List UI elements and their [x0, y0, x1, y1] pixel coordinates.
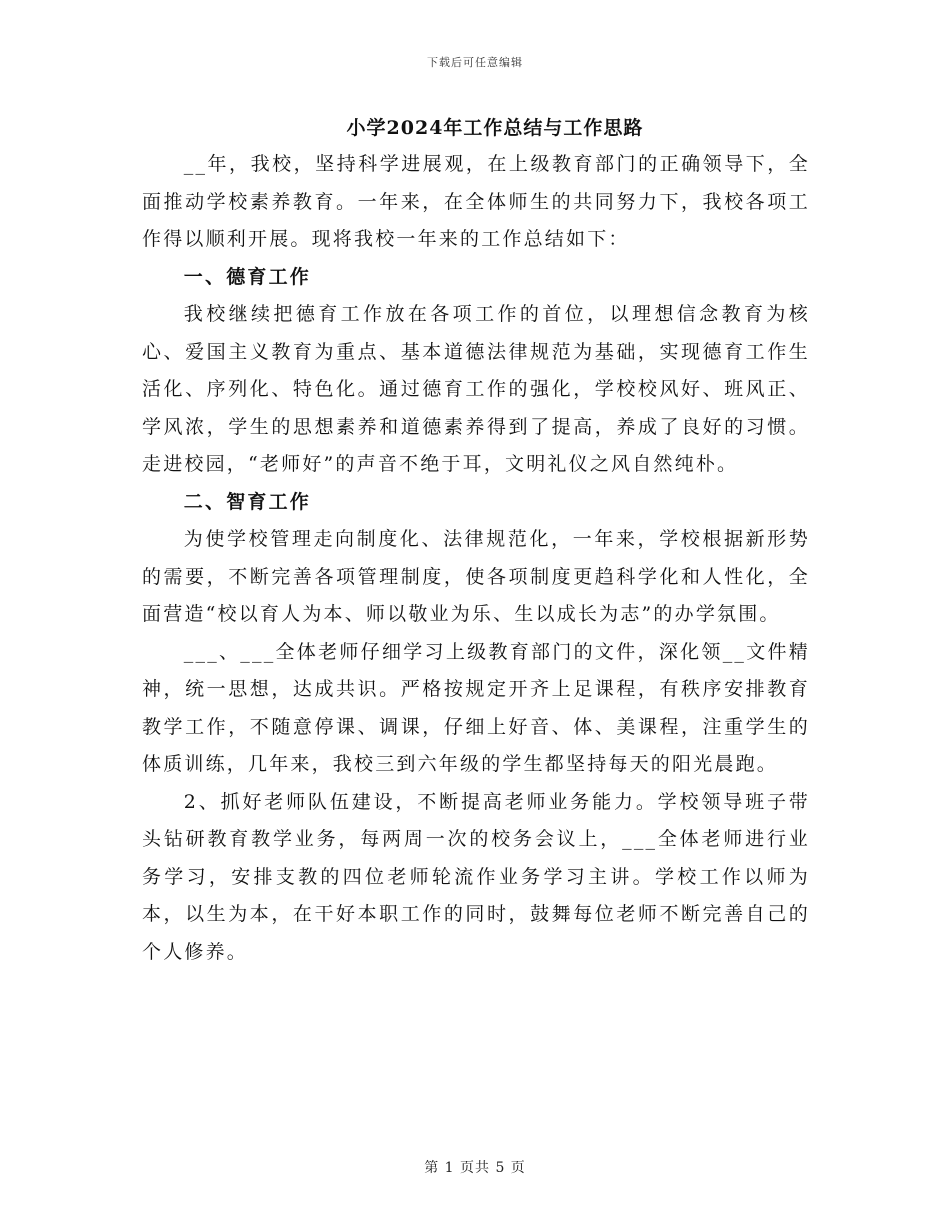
document-body	[142, 146, 810, 971]
section-heading-intellectual: 二、智育工作	[183, 490, 311, 513]
document-title: 小学2024年工作总结与工作思路	[346, 117, 644, 139]
moral-paragraph: 我校继续把德育工作放在各项工作的首位，以理想信念教育为核心、爱国主义教育为重点、基本道德法律规范为基础，实现德育工作生活化、序列化、特色化。通过德育工作的强化，学校校风好、班风正、学风浓，学生的思想素养和道德素养得到了提高，养成了良好的习惯。走进校园，“老师好”的声音不绝于耳，文明礼仪之风自然纯朴。	[142, 303, 810, 475]
intellectual-paragraph-3: 2、抓好老师队伍建设，不断提高老师业务能力。学校领导班子带头钻研教育教学业务，每两周一次的校务会议上，___全体老师进行业务学习，安排支教的四位老师轮流作业务学习主讲。学校工作以师为本，以生为本，在干好本职工作的同时，鼓舞每位老师不断完善自己的个人修养。	[142, 790, 810, 963]
intro-paragraph: __年，我校，坚持科学进展观，在上级教育部门的正确领导下，全面推动学校素养教育。一年来，在全体师生的共同努力下，我校各项工作得以顺利开展。现将我校一年来的工作总结如下：	[142, 153, 810, 250]
page-number: 第 1 页共 5 页	[424, 1160, 526, 1176]
header-note: 下载后可任意编辑	[427, 56, 523, 69]
intellectual-paragraph-2: ___、___全体老师仔细学习上级教育部门的文件，深化领__文件精神，统一思想，达成共识。严格按规定开齐上足课程，有秩序安排教育教学工作，不随意停课、调课，仔细上好音、体、美课程，注重学生的体质训练，几年来，我校三到六年级的学生都坚持每天的阳光晨跑。	[142, 640, 810, 775]
intellectual-paragraph-1: 为使学校管理走向制度化、法律规范化，一年来，学校根据新形势的需要，不断完善各项管理制度，使各项制度更趋科学化和人性化，全面营造“校以育人为本、师以敬业为乐、生以成长为志”的办学氛围。	[142, 528, 810, 625]
section-heading-moral: 一、德育工作	[183, 265, 311, 288]
